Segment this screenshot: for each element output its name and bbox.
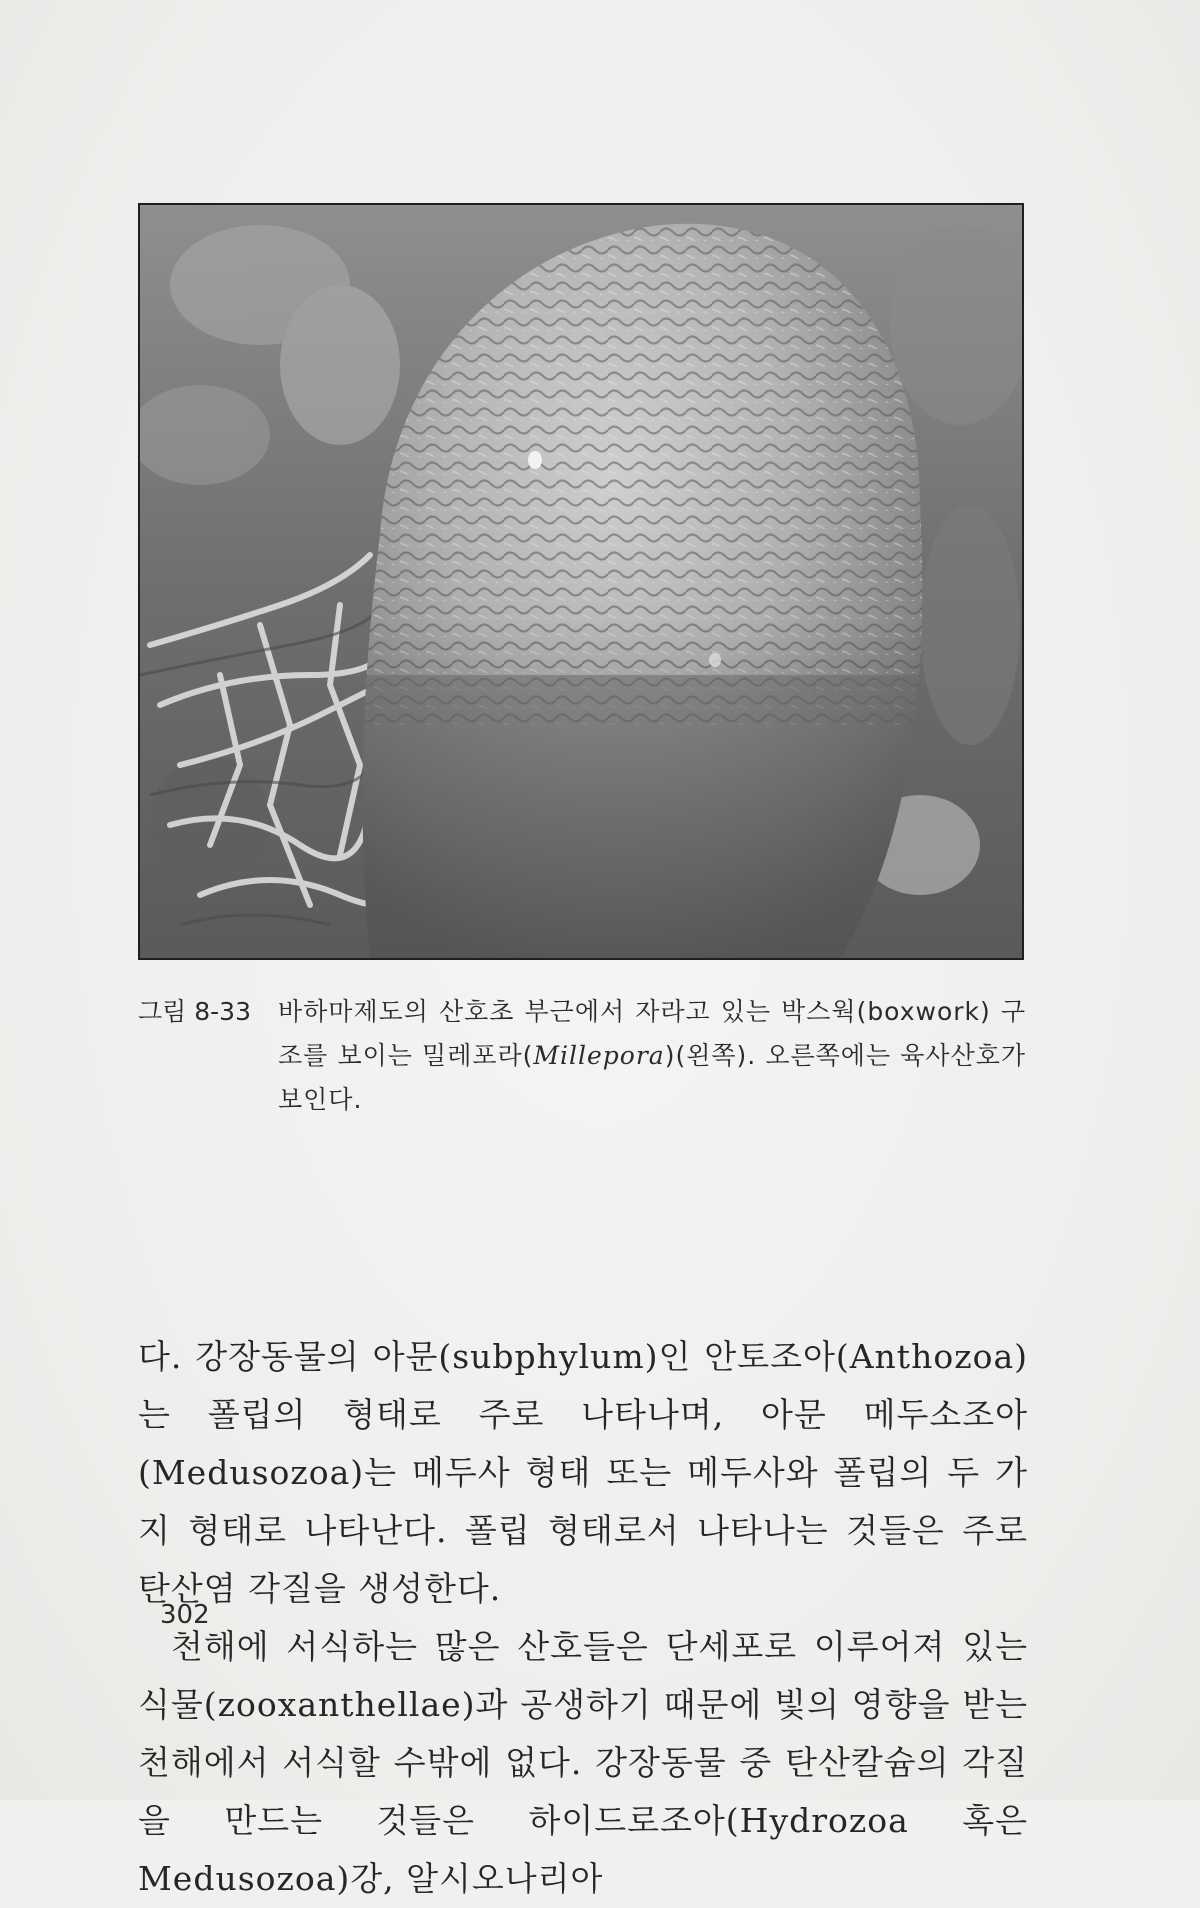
coral-photo-image [140, 205, 1022, 958]
coral-photo [138, 203, 1024, 960]
paragraph-1: 다. 강장동물의 아문(subphylum)인 안토조아(Anthozoa)는 폴립의 형태로 주로 나타나며, 아문 메두소조아(Medusozoa)는 메두사 형태 또는 메두사와 폴립의 두 가지 형태로 나타난다. 폴립 형태로서 나타나는 것들은 주로 탄산염 각질을 생성한다. [138, 1337, 1028, 1608]
figure-caption-text [278, 990, 1026, 1122]
figure-label: 그림 8-33 [138, 997, 251, 1026]
body-text [138, 1328, 1028, 1908]
caption-genus-name: Millepora [533, 1041, 665, 1070]
page-number: 302 [160, 1600, 210, 1630]
caption-text-part-2: )(왼쪽). 오른쪽에는 육사산호가 보인다. [278, 1041, 1027, 1114]
caption-text-part-1: 바하마제도의 산호초 부근에서 자라고 있는 박스웍(boxwork) 구조를 보이는 밀레포라( [278, 997, 1026, 1070]
paragraph-2: 천해에 서식하는 많은 산호들은 단세포로 이루어져 있는 식물(zooxanthellae)과 공생하기 때문에 빛의 영향을 받는 천해에서 서식할 수밖에 없다. 강장동물 중 탄산칼슘의 각질을 만드는 것들은 하이드로조아(Hydrozoa 혹은 Medusozoa)강, 알시오나리아 [138, 1627, 1028, 1898]
